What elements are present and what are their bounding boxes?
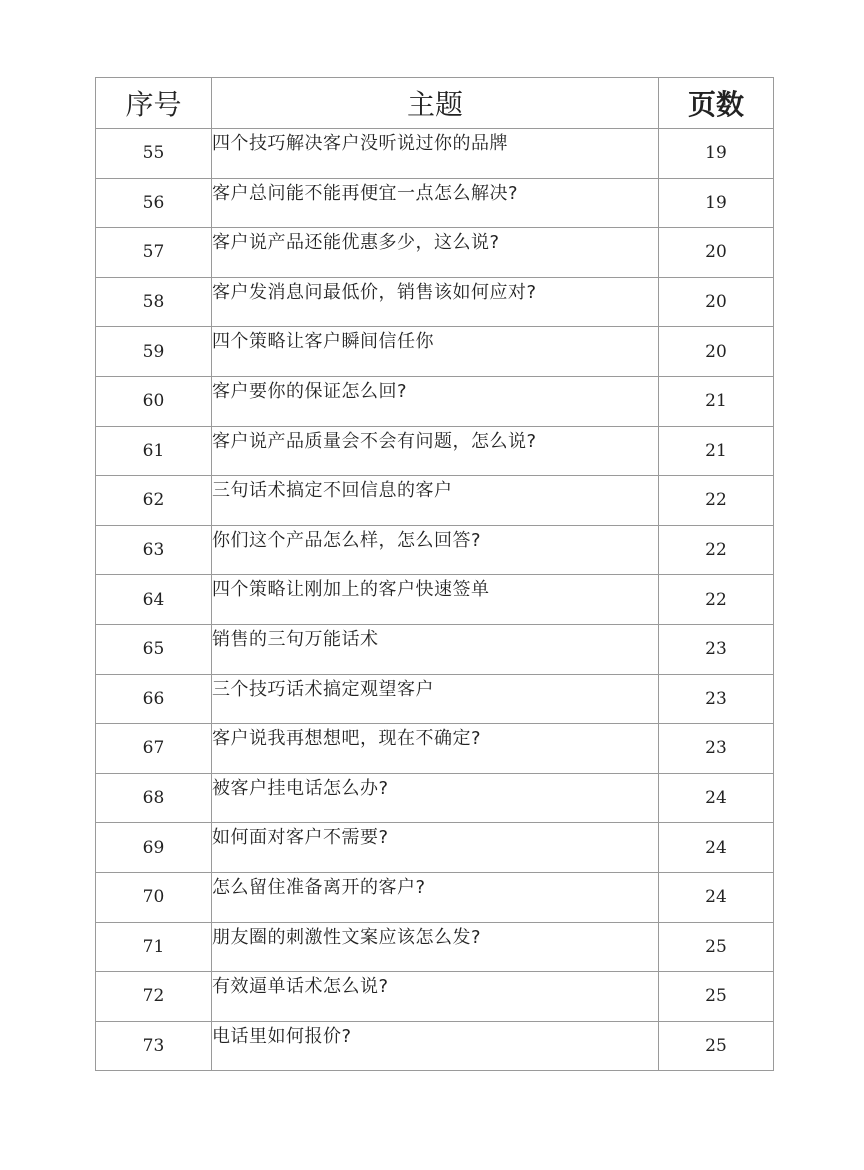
row-page: 20 [659,277,774,327]
table-row [96,823,774,873]
table-row [96,426,774,476]
table-row [96,972,774,1022]
row-page: 24 [659,823,774,873]
table-of-contents [95,77,774,1071]
table-row [96,228,774,278]
row-page: 20 [659,327,774,377]
table-row [96,327,774,377]
row-number: 57 [96,228,212,278]
row-topic: 四个策略让客户瞬间信任你 [212,327,659,377]
table-row [96,773,774,823]
row-page: 21 [659,376,774,426]
row-page: 24 [659,773,774,823]
row-number: 69 [96,823,212,873]
row-number: 71 [96,922,212,972]
row-number: 64 [96,575,212,625]
row-page: 19 [659,178,774,228]
row-page: 25 [659,972,774,1022]
row-topic: 电话里如何报价? [212,1021,659,1071]
table-row [96,525,774,575]
row-number: 73 [96,1021,212,1071]
row-number: 67 [96,724,212,774]
row-page: 25 [659,922,774,972]
row-topic: 有效逼单话术怎么说? [212,972,659,1022]
table-row [96,129,774,179]
row-number: 59 [96,327,212,377]
row-topic: 客户总问能不能再便宜一点怎么解决? [212,178,659,228]
row-topic: 销售的三句万能话术 [212,624,659,674]
row-topic: 四个技巧解决客户没听说过你的品牌 [212,129,659,179]
table-row [96,178,774,228]
row-page: 24 [659,872,774,922]
row-topic: 被客户挂电话怎么办? [212,773,659,823]
row-page: 25 [659,1021,774,1071]
table-body [96,129,774,1071]
table-row [96,724,774,774]
row-page: 23 [659,674,774,724]
row-topic: 三句话术搞定不回信息的客户 [212,476,659,526]
table-row [96,922,774,972]
row-page: 19 [659,129,774,179]
row-topic: 怎么留住准备离开的客户? [212,872,659,922]
row-page: 20 [659,228,774,278]
row-page: 22 [659,575,774,625]
table-row [96,674,774,724]
table-row [96,624,774,674]
row-page: 22 [659,476,774,526]
row-topic: 客户说我再想想吧，现在不确定? [212,724,659,774]
row-page: 23 [659,724,774,774]
table-row [96,575,774,625]
table-row [96,1021,774,1071]
row-number: 70 [96,872,212,922]
row-number: 58 [96,277,212,327]
row-number: 56 [96,178,212,228]
row-number: 68 [96,773,212,823]
row-topic: 你们这个产品怎么样，怎么回答? [212,525,659,575]
header-row [96,78,774,129]
row-page: 22 [659,525,774,575]
header-topic: 主题 [212,78,659,129]
header-page: 页数 [659,78,774,129]
row-topic: 客户发消息问最低价，销售该如何应对? [212,277,659,327]
table-row [96,376,774,426]
row-number: 55 [96,129,212,179]
row-number: 61 [96,426,212,476]
row-number: 60 [96,376,212,426]
row-number: 72 [96,972,212,1022]
table-row [96,476,774,526]
table-row [96,277,774,327]
table-row [96,872,774,922]
row-topic: 客户说产品还能优惠多少，这么说? [212,228,659,278]
row-topic: 四个策略让刚加上的客户快速签单 [212,575,659,625]
row-number: 65 [96,624,212,674]
row-topic: 三个技巧话术搞定观望客户 [212,674,659,724]
row-topic: 朋友圈的刺激性文案应该怎么发? [212,922,659,972]
row-number: 62 [96,476,212,526]
row-topic: 如何面对客户不需要? [212,823,659,873]
header-number: 序号 [96,78,212,129]
row-page: 21 [659,426,774,476]
row-number: 63 [96,525,212,575]
row-page: 23 [659,624,774,674]
row-topic: 客户说产品质量会不会有问题，怎么说? [212,426,659,476]
row-number: 66 [96,674,212,724]
row-topic: 客户要你的保证怎么回? [212,376,659,426]
